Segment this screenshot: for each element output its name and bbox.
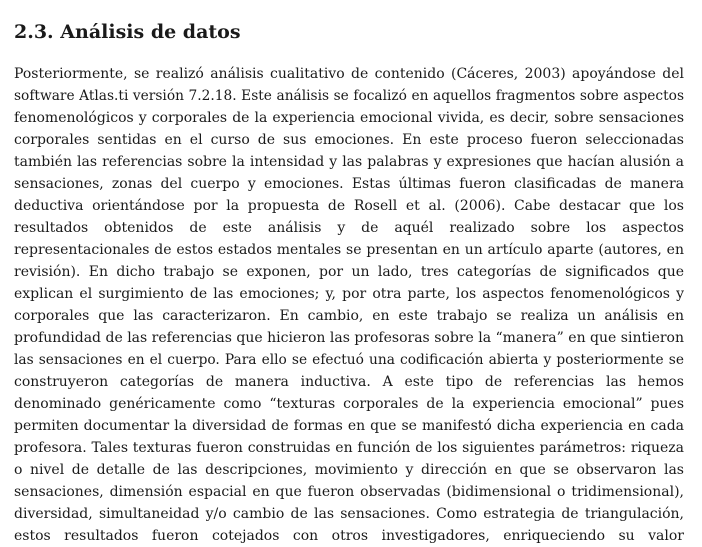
paragraph-line: o nivel de detalle de las descripciones, movimiento y dirección en que se observaron las	[14, 462, 684, 478]
paragraph-line: representacionales de estos estados mentales se presentan en un artículo aparte (autores, en	[14, 242, 684, 258]
paragraph-line: fenomenológicos y corporales de la experiencia emocional vivida, es decir, sobre sensaciones	[14, 110, 684, 126]
paragraph-line: estos resultados fueron cotejados con otros investigadores, enriqueciendo su valor	[14, 528, 684, 544]
paragraph-line: software Atlas.ti versión 7.2.18. Este análisis se focalizó en aquellos fragmentos sobre aspectos	[14, 88, 684, 104]
paragraph-line: denominado genéricamente como “texturas corporales de la experiencia emocional” pues	[14, 396, 684, 412]
paragraph-line: corporales que las caracterizaron. En cambio, en este trabajo se realiza un análisis en	[14, 308, 684, 324]
paragraph-line: corporales sentidas en el curso de sus emociones. En este proceso fueron seleccionadas	[14, 132, 684, 148]
paragraph-line: revisión). En dicho trabajo se exponen, por un lado, tres categorías de significados que	[14, 264, 684, 280]
section-heading: 2.3. Análisis de datos	[14, 21, 241, 43]
body-paragraph	[14, 63, 684, 547]
paragraph-line: sensaciones, zonas del cuerpo y emociones. Estas últimas fueron clasificadas de manera	[14, 176, 684, 192]
paragraph-line: las sensaciones en el cuerpo. Para ello se efectuó una codificación abierta y posteriormente se	[14, 352, 684, 368]
paragraph-line: deductiva orientándose por la propuesta de Rosell et al. (2006). Cabe destacar que los	[14, 198, 684, 214]
paragraph-line: resultados obtenidos de este análisis y de aquél realizado sobre los aspectos	[14, 220, 684, 236]
paragraph-line: diversidad, simultaneidad y/o cambio de las sensaciones. Como estrategia de triangulación,	[14, 506, 684, 522]
paragraph-line: Posteriormente, se realizó análisis cualitativo de contenido (Cáceres, 2003) apoyándose del	[14, 66, 684, 82]
paragraph-line: sensaciones, dimensión espacial en que fueron observadas (bidimensional o tridimensional),	[14, 484, 684, 500]
paragraph-line: explican el surgimiento de las emociones; y, por otra parte, los aspectos fenomenológicos y	[14, 286, 684, 302]
paragraph-line: profesora. Tales texturas fueron construidas en función de los siguientes parámetros: riqueza	[14, 440, 684, 456]
paragraph-line: también las referencias sobre la intensidad y las palabras y expresiones que hacían alusión a	[14, 154, 684, 170]
paragraph-line: profundidad de las referencias que hicieron las profesoras sobre la “manera” en que sintieron	[14, 330, 684, 346]
paragraph-line: permiten documentar la diversidad de formas en que se manifestó dicha experiencia en cada	[14, 418, 684, 434]
paragraph-line: construyeron categorías de manera inductiva. A este tipo de referencias las hemos	[14, 374, 684, 390]
